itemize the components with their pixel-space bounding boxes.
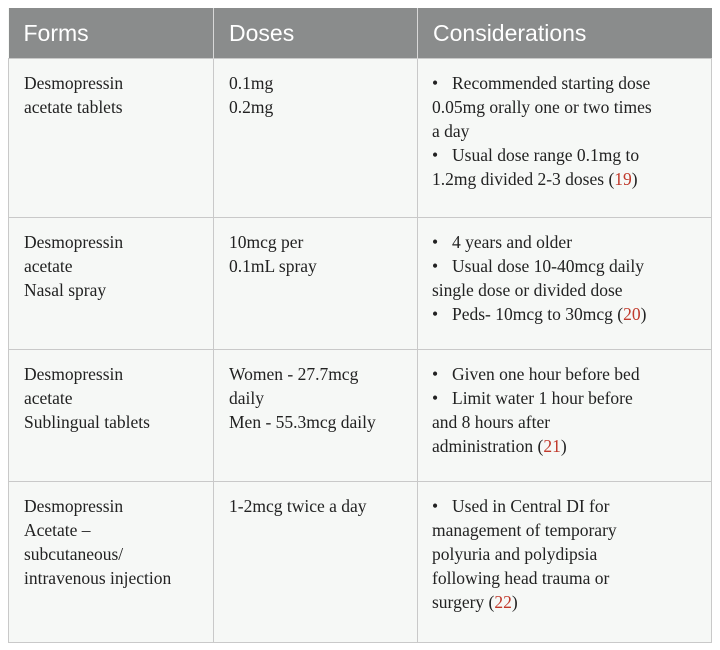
consideration-text: surgery ( <box>432 592 495 612</box>
consideration-line <box>432 230 705 254</box>
consideration-text: single dose or divided dose <box>432 280 623 300</box>
form-cell <box>9 350 214 482</box>
form-line: subcutaneous/ <box>24 544 124 564</box>
consideration-line <box>432 434 705 458</box>
considerations-cell <box>418 482 712 643</box>
consideration-line <box>432 71 705 95</box>
consideration-line <box>432 590 705 614</box>
bullet: • <box>432 145 439 165</box>
consideration-text: Recommended starting dose <box>452 73 651 93</box>
consideration-text-after: ) <box>511 592 518 612</box>
consideration-line <box>432 95 705 119</box>
consideration-line <box>432 386 705 410</box>
dose-line: 0.2mg <box>229 97 274 117</box>
dose-cell <box>214 218 418 350</box>
reference-link[interactable]: 22 <box>494 592 512 612</box>
form-line: intravenous injection <box>24 568 172 588</box>
form-cell <box>9 218 214 350</box>
consideration-text: Usual dose range 0.1mg to <box>452 145 640 165</box>
consideration-text: Usual dose 10-40mcg daily <box>452 256 644 276</box>
consideration-text: and 8 hours after <box>432 412 551 432</box>
form-line: acetate <box>24 256 73 276</box>
dosing-table-container <box>8 8 711 643</box>
dose-line: Men - 55.3mcg daily <box>229 412 376 432</box>
consideration-line <box>432 167 705 191</box>
form-line: Nasal spray <box>24 280 107 300</box>
bullet: • <box>432 496 439 516</box>
consideration-line <box>432 410 705 434</box>
consideration-line <box>432 143 705 167</box>
bullet: • <box>432 388 439 408</box>
consideration-text: following head trauma or <box>432 568 610 588</box>
form-line: Desmopressin <box>24 232 124 252</box>
form-line: Desmopressin <box>24 496 124 516</box>
consideration-line <box>432 302 705 326</box>
dose-cell <box>214 59 418 218</box>
consideration-text: management of temporary <box>432 520 617 540</box>
form-line: Desmopressin <box>24 73 124 93</box>
consideration-text: Limit water 1 hour before <box>452 388 633 408</box>
dose-line: 1-2mcg twice a day <box>229 496 367 516</box>
consideration-text: administration ( <box>432 436 544 456</box>
considerations-cell <box>418 218 712 350</box>
form-cell <box>9 482 214 643</box>
dosing-table <box>8 8 712 643</box>
table-row <box>9 218 712 350</box>
consideration-text: Given one hour before bed <box>452 364 640 384</box>
reference-link[interactable]: 19 <box>614 169 632 189</box>
consideration-text: Used in Central DI for <box>452 496 610 516</box>
header-doses: Doses <box>214 8 418 59</box>
consideration-text-after: ) <box>640 304 647 324</box>
considerations-cell <box>418 350 712 482</box>
consideration-line <box>432 119 705 143</box>
consideration-text: a day <box>432 121 470 141</box>
form-line: Sublingual tablets <box>24 412 150 432</box>
dose-line: 0.1mL spray <box>229 256 317 276</box>
reference-link[interactable]: 20 <box>623 304 641 324</box>
consideration-text: polyuria and polydipsia <box>432 544 598 564</box>
table-row <box>9 350 712 482</box>
dose-line: daily <box>229 388 264 408</box>
considerations-cell <box>418 59 712 218</box>
bullet: • <box>432 304 439 324</box>
bullet: • <box>432 364 439 384</box>
consideration-line <box>432 566 705 590</box>
consideration-line <box>432 362 705 386</box>
consideration-line <box>432 518 705 542</box>
dose-cell <box>214 350 418 482</box>
dose-cell <box>214 482 418 643</box>
consideration-text-after: ) <box>631 169 638 189</box>
form-cell <box>9 59 214 218</box>
consideration-text-after: ) <box>560 436 567 456</box>
dose-line: 10mcg per <box>229 232 304 252</box>
consideration-text: 4 years and older <box>452 232 573 252</box>
consideration-text: 1.2mg divided 2-3 doses ( <box>432 169 615 189</box>
consideration-line <box>432 254 705 278</box>
consideration-line <box>432 494 705 518</box>
table-header-row <box>9 8 712 59</box>
form-line: acetate tablets <box>24 97 123 117</box>
dose-line: 0.1mg <box>229 73 274 93</box>
consideration-text: Peds- 10mcg to 30mcg ( <box>452 304 624 324</box>
table-row <box>9 482 712 643</box>
table-row <box>9 59 712 218</box>
bullet: • <box>432 73 439 93</box>
consideration-text: 0.05mg orally one or two times <box>432 97 652 117</box>
consideration-line <box>432 542 705 566</box>
header-forms: Forms <box>9 8 214 59</box>
header-considerations: Considerations <box>418 8 712 59</box>
bullet: • <box>432 256 439 276</box>
form-line: Desmopressin <box>24 364 124 384</box>
form-line: acetate <box>24 388 73 408</box>
consideration-line <box>432 278 705 302</box>
form-line: Acetate – <box>24 520 91 540</box>
reference-link[interactable]: 21 <box>543 436 561 456</box>
dose-line: Women - 27.7mcg <box>229 364 359 384</box>
bullet: • <box>432 232 439 252</box>
